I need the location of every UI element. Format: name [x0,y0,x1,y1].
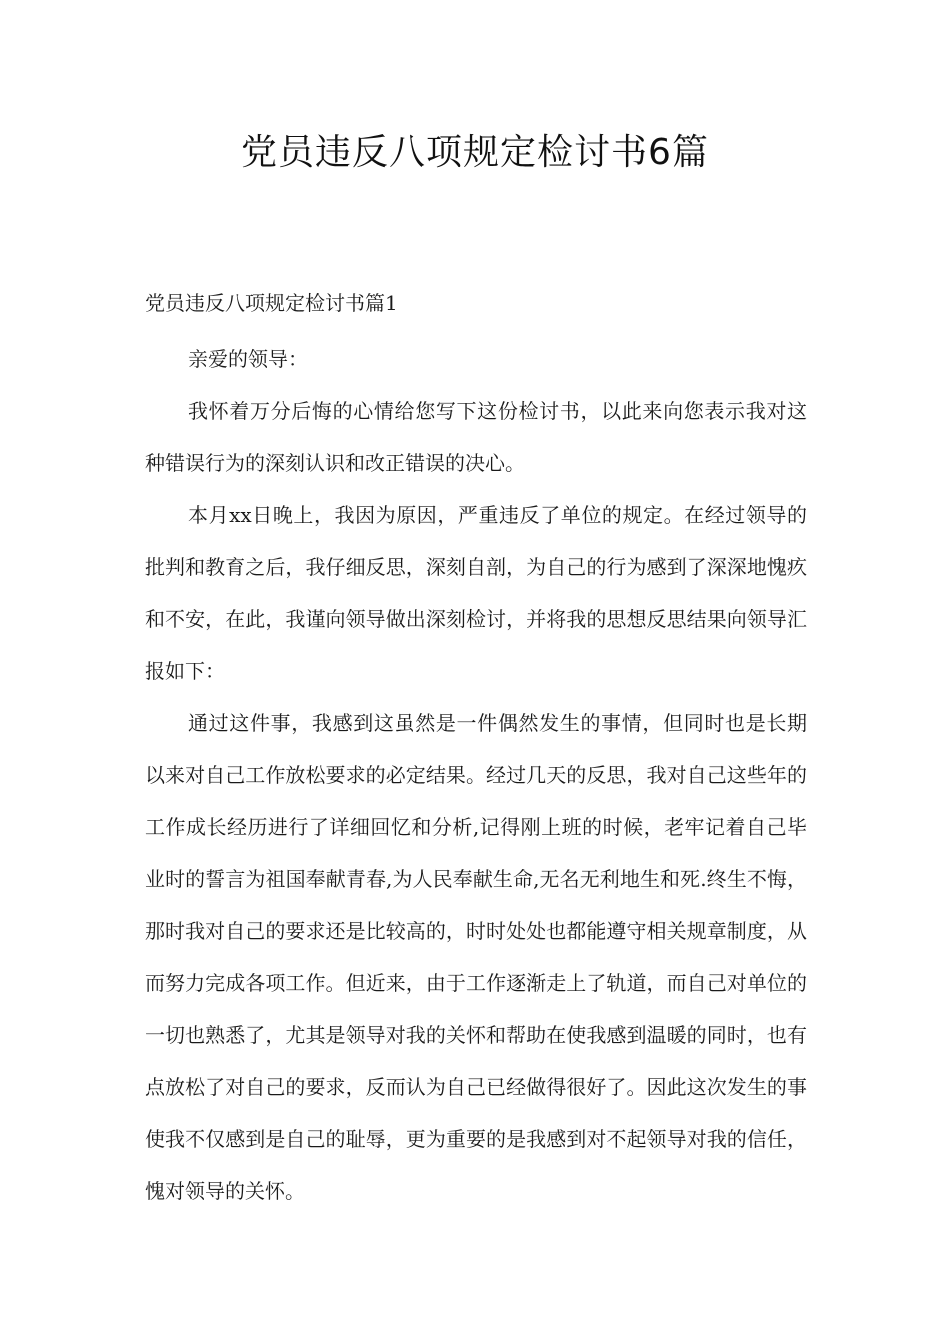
document-body [145,333,807,1217]
section-heading: 党员违反八项规定检讨书篇1 [145,291,398,315]
document-title: 党员违反八项规定检讨书6篇 [241,132,709,173]
paragraph-salutation: 亲爱的领导： [188,347,308,371]
paragraph: 我怀着万分后悔的心情给您写下这份检讨书，以此来向您表示我对这种错误行为的深刻认识和改正错误的决心。 [145,399,807,475]
paragraph: 本月xx日晚上，我因为原因，严重违反了单位的规定。在经过领导的批判和教育之后，我仔细反思，深刻自剖，为自己的行为感到了深深地愧疚和不安，在此，我谨向领导做出深刻检讨，并将我的思想反思结果向领导汇报如下： [145,503,807,683]
paragraph: 通过这件事，我感到这虽然是一件偶然发生的事情，但同时也是长期以来对自己工作放松要求的必定结果。经过几天的反思，我对自己这些年的工作成长经历进行了详细回忆和分析,记得刚上班的时候，老牢记着自己毕业时的誓言为祖国奉献青春,为人民奉献生命,无名无利地生和死.终生不悔，那时我对自己的要求还是比较高的，时时处处也都能遵守相关规章制度，从而努力完成各项工作。但近来，由于工作逐渐走上了轨道，而自己对单位的一切也熟悉了，尤其是领导对我的关怀和帮助在使我感到温暖的同时，也有点放松了对自己的要求，反而认为自己已经做得很好了。因此这次发生的事使我不仅感到是自己的耻辱，更为重要的是我感到对不起领导对我的信任，愧对领导的关怀。 [145,711,807,1203]
